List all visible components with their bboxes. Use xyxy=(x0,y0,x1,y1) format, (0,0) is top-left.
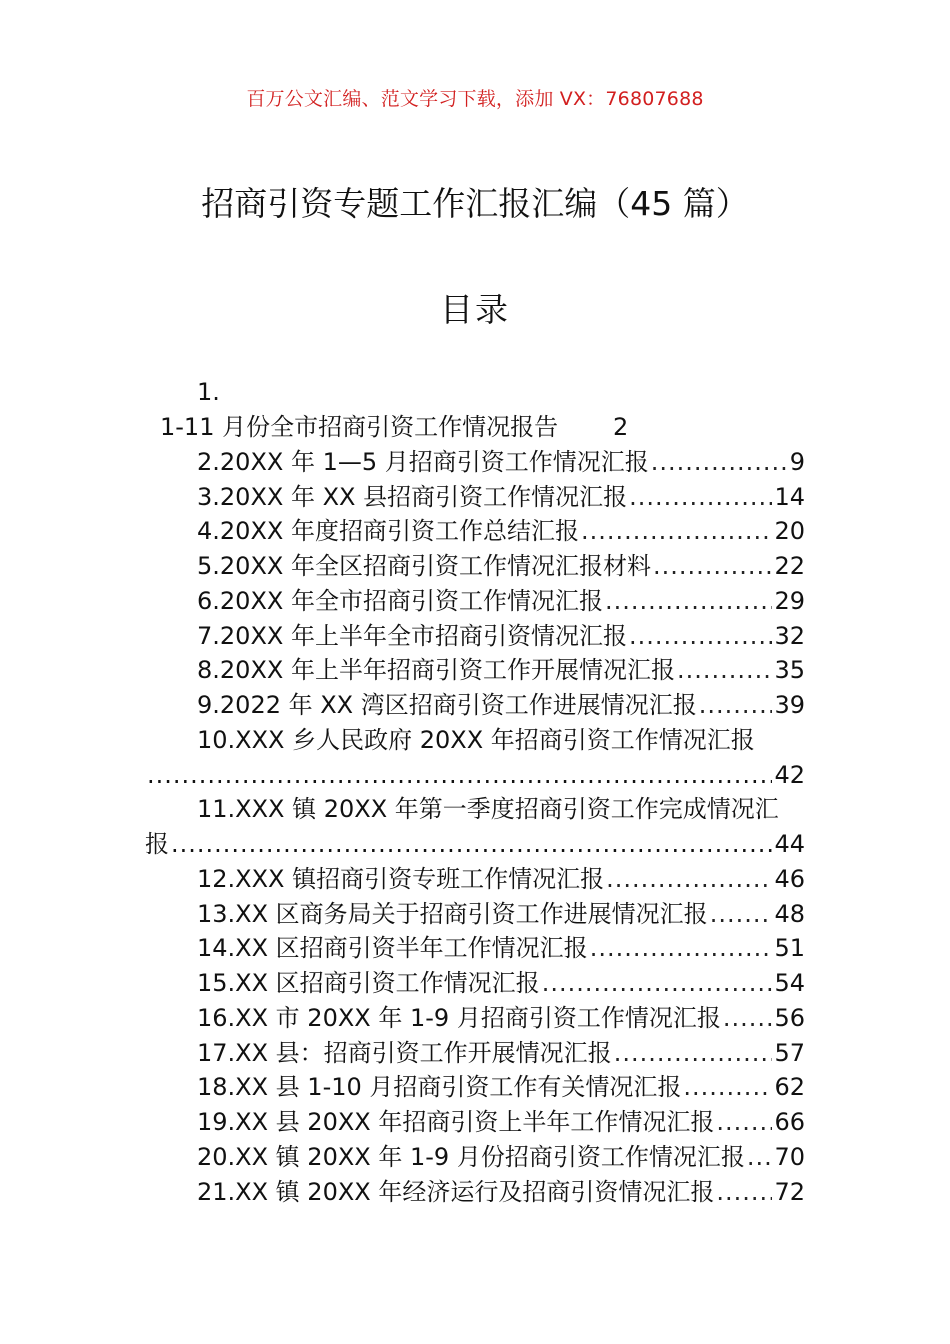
toc-entry[interactable] xyxy=(197,549,805,583)
toc-entry-1-text: 1-11 月份全市招商引资工作情况报告 xyxy=(160,413,559,441)
dot-leader xyxy=(710,897,773,931)
dot-leader xyxy=(747,1140,773,1174)
toc-entry-1-number: 1. xyxy=(197,378,220,406)
toc-entry[interactable] xyxy=(197,1140,805,1174)
document-title: 招商引资专题工作汇报汇编（45 篇） xyxy=(201,184,749,223)
toc-entry-page: 72 xyxy=(774,1178,805,1206)
toc-entry-label: 7.20XX 年上半年全市招商引资情况汇报 xyxy=(197,622,627,650)
toc-entry-page: 66 xyxy=(774,1108,805,1136)
toc-entry-label: 13.XX 区商务局关于招商引资工作进展情况汇报 xyxy=(197,900,708,928)
dot-leader xyxy=(683,1070,772,1104)
toc-entry-page: 42 xyxy=(774,761,805,789)
dot-leader xyxy=(147,758,772,792)
toc-heading: 目录 xyxy=(440,290,510,329)
toc-entry-label: 9.2022 年 XX 湾区招商引资工作进展情况汇报 xyxy=(197,691,697,719)
toc-entry-label: 2.20XX 年 1—5 月招商引资工作情况汇报 xyxy=(197,448,649,476)
toc-entry[interactable] xyxy=(197,653,805,687)
toc-entry-label: 20.XX 镇 20XX 年 1-9 月份招商引资工作情况汇报 xyxy=(197,1143,745,1171)
toc-entry[interactable] xyxy=(197,619,805,653)
toc-entry-page: 35 xyxy=(774,656,805,684)
dot-leader xyxy=(581,514,773,548)
dot-leader xyxy=(171,827,772,861)
toc-entry[interactable] xyxy=(197,862,805,896)
dot-leader xyxy=(606,862,772,896)
toc-entry[interactable] xyxy=(197,445,805,479)
toc-entry-label: 14.XX 区招商引资半年工作情况汇报 xyxy=(197,934,588,962)
toc-entry-11-text[interactable]: 11.XXX 镇 20XX 年第一季度招商引资工作完成情况汇 xyxy=(197,795,779,823)
toc-entry[interactable] xyxy=(197,897,805,931)
toc-entry-page: 22 xyxy=(774,552,805,580)
toc-entry-label: 3.20XX 年 XX 县招商引资工作情况汇报 xyxy=(197,483,628,511)
toc-entry-label: 12.XXX 镇招商引资专班工作情况汇报 xyxy=(197,865,605,893)
dot-leader xyxy=(629,619,773,653)
toc-entry[interactable] xyxy=(197,1105,805,1139)
header-watermark-note: 百万公文汇编、范文学习下载，添加 VX：76807688 xyxy=(246,88,704,110)
toc-entry-page: 44 xyxy=(774,830,805,858)
dot-leader xyxy=(651,445,788,479)
toc-entry-10-continuation[interactable] xyxy=(145,758,805,792)
toc-entry[interactable] xyxy=(197,514,805,548)
toc-entry-10-text[interactable]: 10.XXX 乡人民政府 20XX 年招商引资工作情况汇报 xyxy=(197,726,755,754)
toc-entry-label: 4.20XX 年度招商引资工作总结汇报 xyxy=(197,517,579,545)
toc-entry-page: 51 xyxy=(774,934,805,962)
toc-entry-page: 62 xyxy=(774,1073,805,1101)
toc-entry[interactable] xyxy=(197,1001,805,1035)
dot-leader xyxy=(605,584,773,618)
dot-leader xyxy=(542,966,773,1000)
toc-entry[interactable] xyxy=(197,688,805,722)
toc-entry-label: 16.XX 市 20XX 年 1-9 月招商引资工作情况汇报 xyxy=(197,1004,721,1032)
toc-entry-label: 17.XX 县：招商引资工作开展情况汇报 xyxy=(197,1039,612,1067)
toc-entry-label: 8.20XX 年上半年招商引资工作开展情况汇报 xyxy=(197,656,675,684)
toc-entry-11-continuation[interactable] xyxy=(145,827,805,861)
toc-entry[interactable] xyxy=(197,480,805,514)
toc-entry[interactable] xyxy=(197,931,805,965)
toc-entry[interactable] xyxy=(197,1070,805,1104)
toc-entry-label: 6.20XX 年全市招商引资工作情况汇报 xyxy=(197,587,603,615)
toc-entry-page: 14 xyxy=(774,483,805,511)
toc-entry-page: 56 xyxy=(774,1004,805,1032)
toc-entry-label: 5.20XX 年全区招商引资工作情况汇报材料 xyxy=(197,552,651,580)
dot-leader xyxy=(629,480,772,514)
dot-leader xyxy=(716,1105,772,1139)
toc-entry-page: 32 xyxy=(774,622,805,650)
toc-entry-page: 29 xyxy=(774,587,805,615)
toc-entry-label: 15.XX 区招商引资工作情况汇报 xyxy=(197,969,540,997)
toc-entry-1-page: 2 xyxy=(613,413,629,441)
toc-entry-page: 46 xyxy=(774,865,805,893)
toc-entry-page: 9 xyxy=(789,448,805,476)
toc-entry-page: 20 xyxy=(774,517,805,545)
dot-leader xyxy=(677,653,773,687)
dot-leader xyxy=(723,1001,773,1035)
toc-entry[interactable] xyxy=(197,1175,805,1209)
toc-entry[interactable] xyxy=(197,584,805,618)
toc-entry-label: 21.XX 镇 20XX 年经济运行及招商引资情况汇报 xyxy=(197,1178,715,1206)
dot-leader xyxy=(590,931,773,965)
toc-entry-label: 18.XX 县 1-10 月招商引资工作有关情况汇报 xyxy=(197,1073,682,1101)
toc-entry-page: 57 xyxy=(774,1039,805,1067)
toc-entry-label: 19.XX 县 20XX 年招商引资上半年工作情况汇报 xyxy=(197,1108,715,1136)
dot-leader xyxy=(614,1036,773,1070)
dot-leader xyxy=(716,1175,772,1209)
dot-leader xyxy=(653,549,773,583)
toc-entry-page: 48 xyxy=(774,900,805,928)
toc-entry-page: 70 xyxy=(774,1143,805,1171)
toc-entry[interactable] xyxy=(197,1036,805,1070)
toc-entry-label: 报 xyxy=(145,830,169,858)
dot-leader xyxy=(699,688,773,722)
toc-entry-page: 54 xyxy=(774,969,805,997)
toc-entry[interactable] xyxy=(197,966,805,1000)
toc-entry-page: 39 xyxy=(774,691,805,719)
